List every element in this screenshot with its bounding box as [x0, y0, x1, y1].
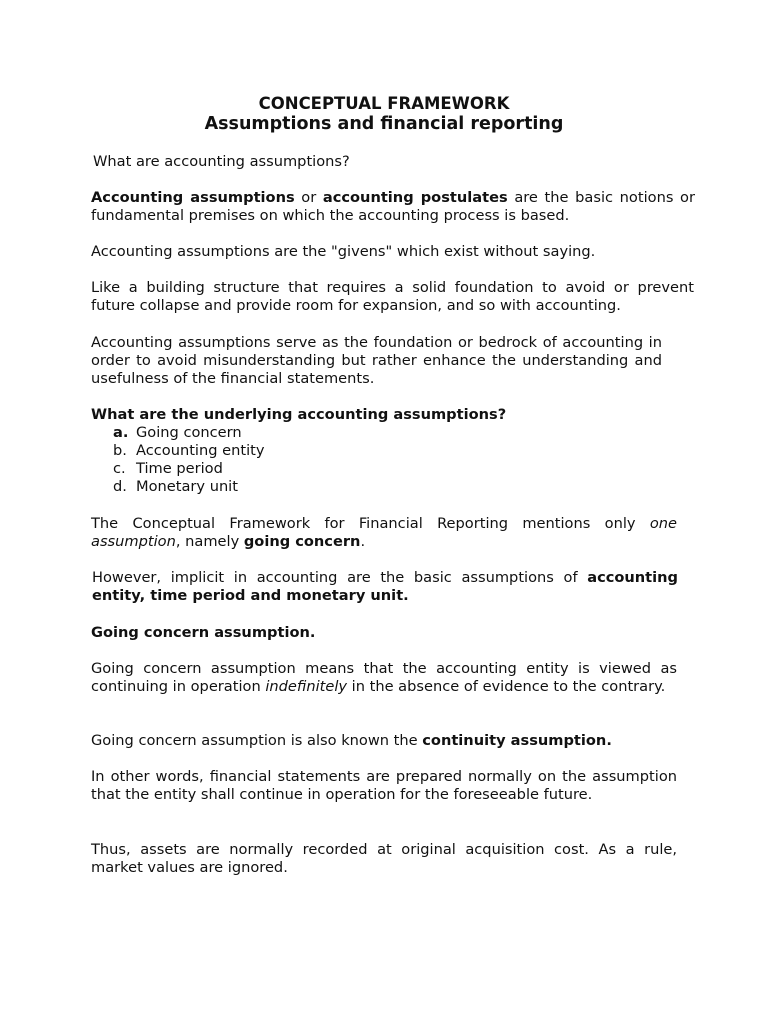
gc-italic: indefinitely — [265, 678, 348, 695]
paragraph-going-concern-definition — [91, 660, 677, 696]
list-item-text: Time period — [136, 460, 223, 477]
paragraph-givens: Accounting assumptions are the "givens" which exist without saying. — [91, 243, 596, 260]
framework-italic: one assumption — [91, 515, 677, 550]
document-title: CONCEPTUAL FRAMEWORK — [258, 94, 510, 113]
list-item — [113, 478, 265, 496]
list-marker: d. — [113, 478, 127, 495]
list-item — [113, 442, 265, 460]
implicit-bold: accounting entity, time period and monetary unit. — [92, 569, 678, 604]
list-item — [113, 460, 265, 478]
list-item-text: Accounting entity — [136, 442, 265, 459]
term-accounting-postulates: accounting postulates — [322, 189, 508, 206]
question-accounting-assumptions: What are accounting assumptions? — [93, 153, 350, 170]
heading-going-concern: Going concern assumption. — [91, 624, 316, 641]
implicit-pre: However, implicit in accounting are the basic assumptions of — [92, 569, 588, 586]
def-or: or — [294, 189, 323, 206]
document-subtitle: Assumptions and financial reporting — [204, 114, 564, 134]
paragraph-other-words: In other words, financial statements are prepared normally on the assumption that the entity shall continue in operation for the foreseeable future. — [91, 768, 677, 803]
paragraph-continuity — [91, 732, 691, 750]
list-item — [113, 424, 265, 442]
continuity-pre: Going concern assumption is also known the — [91, 732, 423, 749]
paragraph-foundation: Accounting assumptions serve as the foundation or bedrock of accounting in order to avoid misunderstanding but rather enhance the understanding and usefulness of the financial statements. — [91, 334, 662, 387]
paragraph-building: Like a building structure that requires a solid foundation to avoid or prevent future collapse and provide room for expansion, and so with accounting. — [91, 279, 694, 314]
heading-underlying-assumptions: What are the underlying accounting assumptions? — [91, 406, 507, 423]
paragraph-thus: Thus, assets are normally recorded at original acquisition cost. As a rule, market values are ignored. — [91, 841, 677, 876]
framework-mid: , namely — [175, 533, 244, 550]
framework-pre: The Conceptual Framework for Financial Reporting mentions only — [91, 515, 650, 532]
paragraph-definition — [91, 189, 695, 225]
gc-post: in the absence of evidence to the contrary. — [347, 678, 666, 695]
def-rest: are the basic notions or fundamental premises on which the accounting process is based. — [91, 189, 695, 224]
continuity-bold: continuity assumption. — [422, 732, 612, 749]
list-item-text: Going concern — [136, 424, 242, 441]
list-marker: b. — [113, 442, 127, 459]
list-marker: a. — [113, 424, 129, 441]
framework-end: . — [360, 533, 366, 550]
term-accounting-assumptions: Accounting assumptions — [91, 189, 295, 206]
paragraph-implicit — [92, 569, 678, 605]
gc-pre: Going concern assumption means that the accounting entity is viewed as continuing in operation — [91, 660, 677, 695]
list-marker: c. — [113, 460, 126, 477]
paragraph-framework — [91, 515, 677, 551]
assumptions-list — [113, 424, 265, 496]
title-block — [0, 93, 768, 135]
list-item-text: Monetary unit — [136, 478, 238, 495]
framework-bold: going concern — [243, 533, 361, 550]
